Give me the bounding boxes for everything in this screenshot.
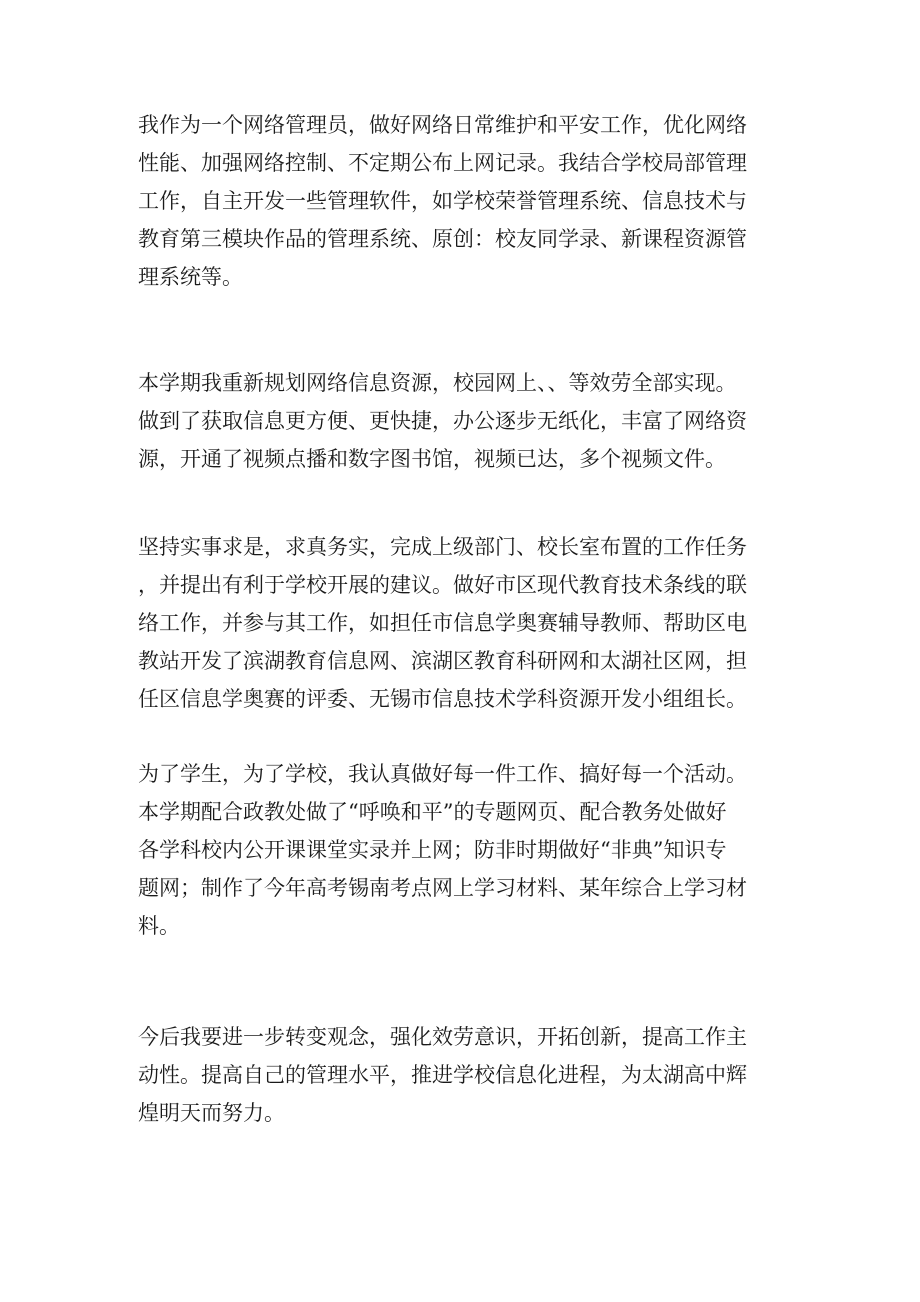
text-line: ，并提出有利于学校开展的建议。做好市区现代教育技术条线的联 xyxy=(138,573,747,597)
text-line: 教站开发了滨湖教育信息网、滨湖区教育科研网和太湖社区网，担 xyxy=(138,649,747,673)
text-line: 我作为一个网络管理员，做好网络日常维护和平安工作，优化网络 xyxy=(138,113,747,137)
text-line: 坚持实事求是，求真务实，完成上级部门、校长室布置的工作任务 xyxy=(138,535,747,559)
paragraph-future-plans xyxy=(138,1018,778,1132)
text-line: 本学期我重新规划网络信息资源，校园网上、、等效劳全部实现。 xyxy=(138,371,737,395)
paragraph-network-resources xyxy=(138,364,778,478)
text-line: 源，开通了视频点播和数字图书馆，视频已达，多个视频文件。 xyxy=(138,447,726,471)
text-line: 今后我要进一步转变观念，强化效劳意识，开拓创新，提高工作主 xyxy=(138,1025,747,1049)
text-line: 工作，自主开发一些管理软件，如学校荣誉管理系统、信息技术与 xyxy=(138,189,747,213)
text-line: 动性。提高自己的管理水平，推进学校信息化进程，为太湖高中辉 xyxy=(138,1063,747,1087)
text-line: 题网；制作了今年高考锡南考点网上学习材料、某年综合上学习材 xyxy=(138,876,747,900)
text-line: 理系统等。 xyxy=(138,265,243,289)
text-line: 任区信息学奥赛的评委、无锡市信息技术学科资源开发小组组长。 xyxy=(138,687,747,711)
text-line: 做到了获取信息更方便、更快捷，办公逐步无纸化，丰富了网络资 xyxy=(138,409,747,433)
text-line: 煌明天而努力。 xyxy=(138,1101,285,1125)
text-line: 各学科校内公开课课堂实录并上网；防非时期做好“非典”知识专 xyxy=(138,838,727,862)
text-line: 料。 xyxy=(138,914,180,938)
text-line: 络工作，并参与其工作，如担任市信息学奥赛辅导教师、帮助区电 xyxy=(138,611,747,635)
text-line: 教育第三模块作品的管理系统、原创：校友同学录、新课程资源管 xyxy=(138,227,747,251)
paragraph-student-activities xyxy=(138,755,778,945)
text-line: 本学期配合政教处做了“呼唤和平”的专题网页、配合教务处做好 xyxy=(138,800,727,824)
paragraph-network-management xyxy=(138,106,778,296)
text-line: 性能、加强网络控制、不定期公布上网记录。我结合学校局部管理 xyxy=(138,151,747,175)
paragraph-pragmatic-work xyxy=(138,528,778,718)
text-line: 为了学生，为了学校，我认真做好每一件工作、搞好每一个活动。 xyxy=(138,762,747,786)
